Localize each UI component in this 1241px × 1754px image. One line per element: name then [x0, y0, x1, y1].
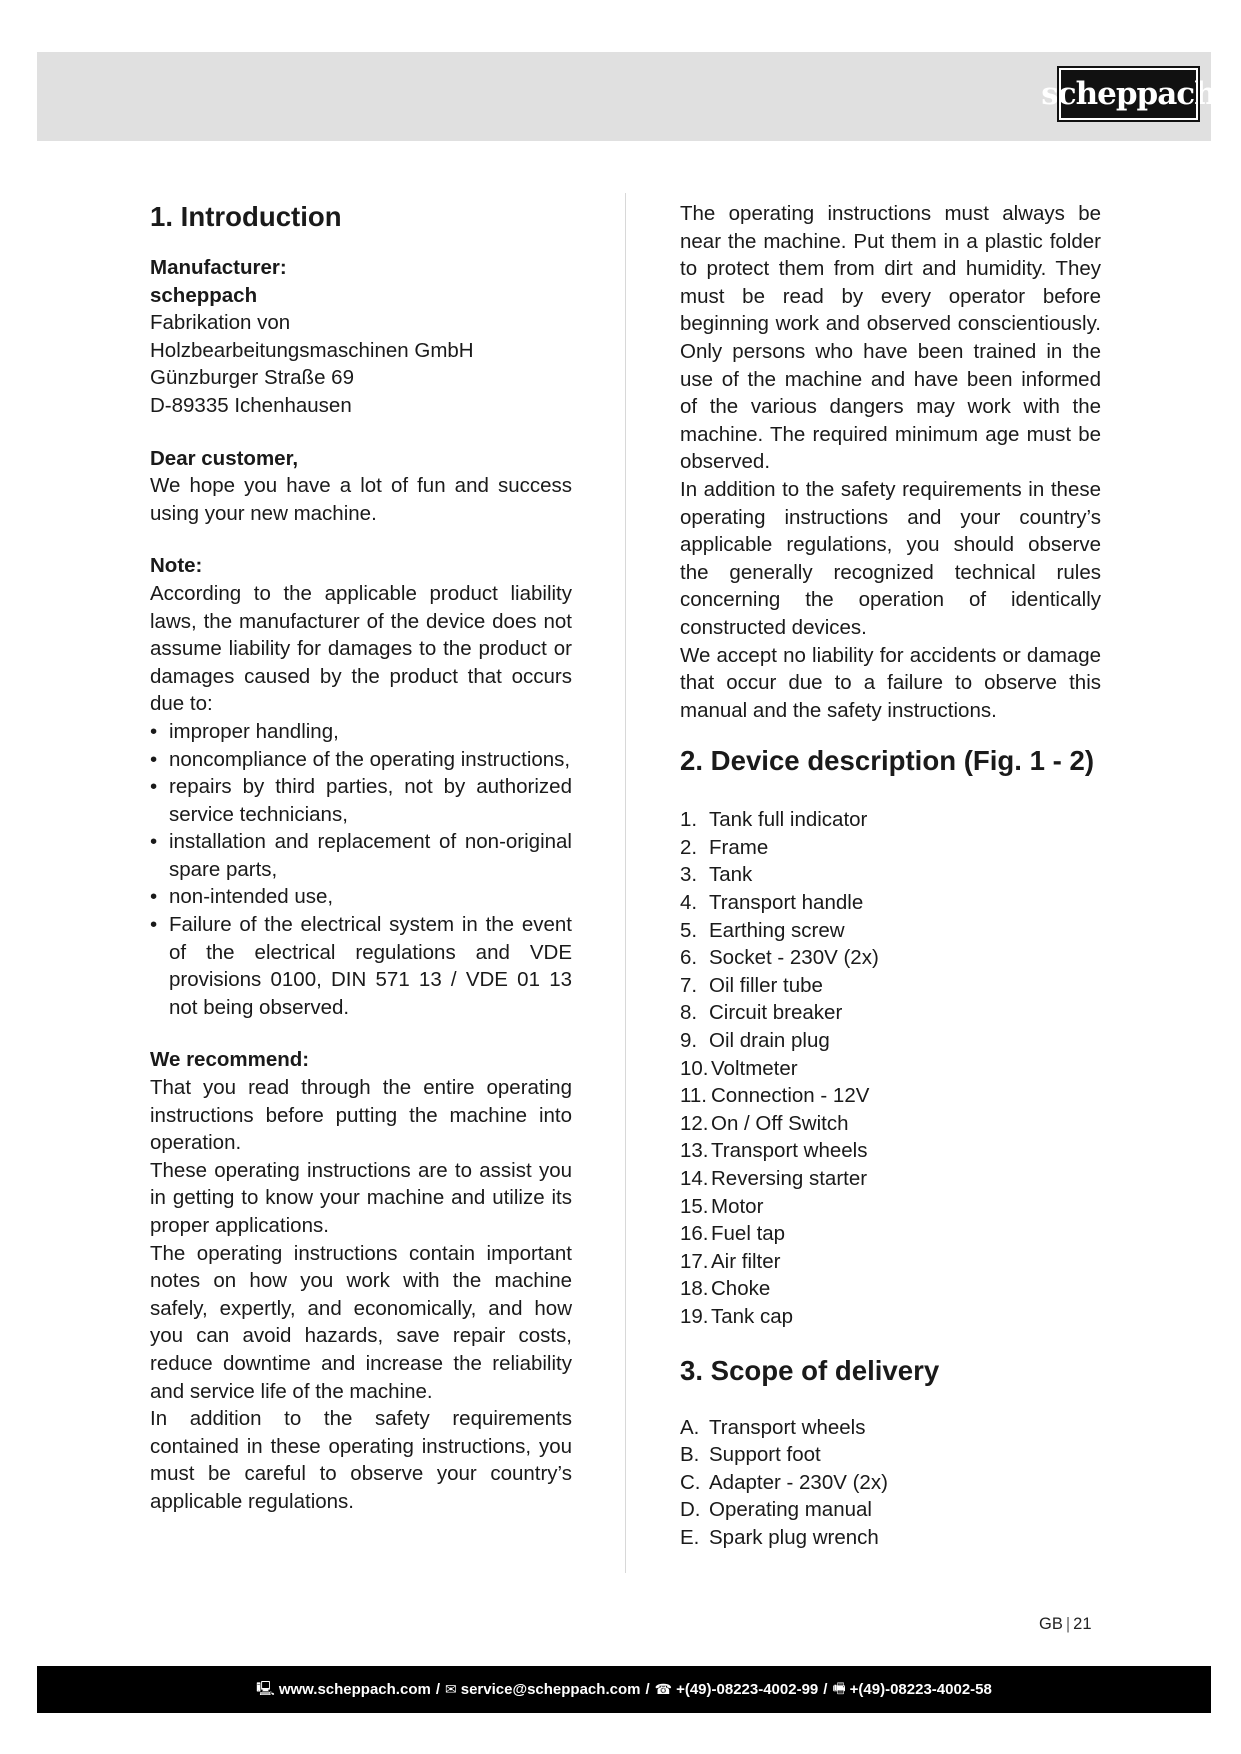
list-item: 19. Tank cap	[680, 1304, 794, 1328]
address-line: Holzbearbeitungsmaschinen GmbH	[150, 338, 474, 362]
list-item: 3. Tank	[680, 863, 753, 887]
column-divider	[625, 193, 626, 1573]
instructions-paragraph: The operating instructions must always be near the machine. Put them in a plastic folder to protect them from dirt and humidity. They must be read by every operator before beginning work and observed conscientiously. Only persons who have been trained in the use of the machine and have been informed of the various dangers may work with the machine. The required minimum age must be observed.	[680, 202, 1101, 474]
recommend-paragraph: That you read through the entire operating instructions before putting the machine into operation.	[150, 1076, 572, 1155]
left-column	[150, 200, 572, 1516]
dear-customer-text: We hope you have a lot of fun and success using your new machine.	[150, 474, 572, 525]
list-item: 11. Connection - 12V	[680, 1084, 870, 1108]
scope-of-delivery-heading: 3. Scope of delivery	[680, 1354, 940, 1386]
note-text: According to the applicable product liability laws, the manufacturer of the device does not assume liability for damages to the product or damages caused by the product that occurs due to:	[150, 581, 572, 716]
page-language: GB	[1039, 1615, 1063, 1633]
phone-icon: ☎	[654, 1681, 673, 1697]
list-item: 8. Circuit breaker	[680, 1001, 843, 1025]
list-item: 10. Voltmeter	[680, 1056, 798, 1080]
list-item: 16. Fuel tap	[680, 1222, 786, 1246]
scheppach-logo	[1041, 68, 1216, 120]
logo-text: scheppach	[1041, 75, 1216, 112]
recommend-paragraph: These operating instructions are to assist you in getting to know your machine and utilize its proper applications.	[150, 1158, 572, 1237]
list-item: A. Transport wheels	[680, 1415, 866, 1439]
page-number: GB | 21	[1039, 1615, 1092, 1633]
list-item: • non-intended use,	[150, 883, 572, 911]
recommend-paragraph: The operating instructions contain important notes on how you work with the machine safely, expertly, and economically, and how you can avoid hazards, save repair costs, reduce downtime and increase the reliability and service life of the machine.	[150, 1241, 572, 1403]
dear-customer-label: Dear customer,	[150, 446, 299, 470]
list-item: 5. Earthing screw	[680, 918, 845, 942]
recommend-label: We recommend:	[150, 1048, 310, 1072]
list-item: 1. Tank full indicator	[680, 808, 868, 832]
address-line: Günzburger Straße 69	[150, 366, 354, 390]
list-item: 9. Oil drain plug	[680, 1029, 830, 1053]
device-description-heading: 2. Device description (Fig. 1 - 2)	[680, 745, 1095, 777]
manufacturer-label: Manufacturer:	[150, 256, 287, 279]
manufacturer-name: scheppach	[150, 283, 258, 307]
address-line: D-89335 Ichenhausen	[150, 393, 352, 417]
note-label: Note:	[150, 554, 203, 578]
list-item: • improper handling,	[150, 718, 572, 746]
right-column	[680, 200, 1101, 1552]
introduction-heading: 1. Introduction	[150, 201, 342, 232]
footer-email-link[interactable]: service@scheppach.com	[460, 1681, 641, 1698]
list-item: • noncompliance of the operating instructions,	[150, 746, 572, 774]
footer-contact-bar: 🖳 www.scheppach.com / ✉ service@scheppach.com / ☎ +(49)-08223-4002-99 / 🖷 +(49)-08223-4002-58	[37, 1666, 1211, 1713]
footer-website-link[interactable]: www.scheppach.com	[278, 1681, 431, 1698]
footer-fax: +(49)-08223-4002-58	[849, 1681, 992, 1698]
list-item: E. Spark plug wrench	[680, 1525, 879, 1549]
monitor-icon: 🖳	[256, 1679, 275, 1696]
list-item: D. Operating manual	[680, 1498, 872, 1522]
list-item: B. Support foot	[680, 1443, 821, 1467]
page-number-value: 21	[1073, 1615, 1092, 1633]
liability-list	[150, 718, 572, 1022]
scope-list	[680, 1414, 1101, 1552]
list-item: • installation and replacement of non-original spare parts,	[150, 828, 572, 883]
email-icon: ✉	[445, 1681, 457, 1697]
recommend-paragraph: In addition to the safety requirements contained in these operating instructions, you must be careful to observe your country’s applicable regulations.	[150, 1407, 572, 1513]
list-item: 7. Oil filler tube	[680, 973, 823, 997]
list-item: 14. Reversing starter	[680, 1167, 868, 1190]
list-item: 13. Transport wheels	[680, 1139, 868, 1163]
list-item: 4. Transport handle	[680, 891, 864, 915]
list-item: • Failure of the electrical system in the event of the electrical regulations and VDE provisions 0100, DIN 571 13 / VDE 01 13 not being observed.	[150, 911, 572, 1021]
instructions-paragraph: We accept no liability for accidents or damage that occur due to a failure to observe this manual and the safety instructions.	[680, 643, 1101, 722]
list-item: 2. Frame	[680, 835, 769, 859]
list-item: 15. Motor	[680, 1194, 764, 1218]
list-item: 6. Socket - 230V (2x)	[680, 946, 879, 970]
list-item: • repairs by third parties, not by authorized service technicians,	[150, 773, 572, 828]
footer-phone: +(49)-08223-4002-99	[676, 1681, 819, 1698]
address-line: Fabrikation von	[150, 311, 291, 335]
instructions-paragraph: In addition to the safety requirements in these operating instructions and your country’s applicable regulations, you should observe the generally recognized technical rules concerning the operation of identically constructed devices.	[680, 477, 1101, 639]
header-band	[37, 52, 1211, 141]
list-item: 12. On / Off Switch	[680, 1111, 849, 1135]
list-item: 17. Air filter	[680, 1249, 781, 1273]
list-item: C. Adapter - 230V (2x)	[680, 1470, 888, 1494]
parts-list	[680, 806, 1101, 1330]
fax-icon: 🖷	[832, 1679, 846, 1696]
list-item: 18. Choke	[680, 1277, 771, 1301]
